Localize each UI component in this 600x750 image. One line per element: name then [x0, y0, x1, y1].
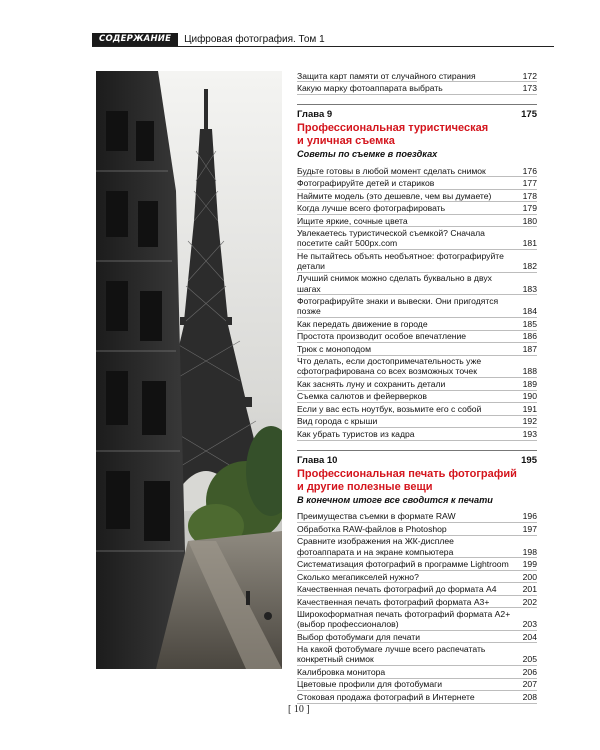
toc-entry-page: 181	[522, 238, 537, 249]
toc-entry-title: Защита карт памяти от случайного стирания	[297, 70, 476, 81]
toc-entry	[297, 511, 537, 523]
toc-entry	[297, 202, 537, 214]
toc-entry	[297, 273, 537, 296]
toc-entry	[297, 679, 537, 691]
chapter-10	[297, 450, 537, 506]
toc-entry-page: 205	[522, 654, 537, 665]
toc-entry-title: Обработка RAW-файлов в Photoshop	[297, 523, 447, 534]
toc-entry	[297, 608, 537, 631]
toc-entry-title: Если у вас есть ноутбук, возьмите его с собой	[297, 403, 482, 414]
toc-entry-page: 179	[522, 203, 537, 214]
toc-entry	[297, 558, 537, 570]
toc-entry-title: Съемка салютов и фейерверков	[297, 391, 427, 402]
toc-entry-title: Простота производит особое впечатление	[297, 331, 467, 342]
toc-entry-title: Выбор фотобумаги для печати	[297, 631, 421, 642]
toc-entry-title: Как передать движение в городе	[297, 318, 428, 329]
toc-entry-page: 188	[522, 366, 537, 377]
toc-entry	[297, 227, 537, 250]
toc-entry-title: Ищите яркие, сочные цвета	[297, 215, 408, 226]
toc-entry-title: Фотографируйте детей и стариков	[297, 178, 435, 189]
eiffel-tower-photo	[96, 71, 282, 669]
toc-entry-title: Качественная печать фотографий до формата А4	[297, 584, 497, 595]
toc-entry-title: Широкоформатная печать фотографий формата А2+ (выбор профессионалов)	[297, 608, 511, 630]
toc-entry-title: Какую марку фотоаппарата выбрать	[297, 83, 443, 94]
toc-entry-title: Стоковая продажа фотографий в Интернете	[297, 691, 475, 702]
toc-entry-title: Что делать, если достопримечательность уже сфотографирована со всех возможных точек	[297, 356, 482, 377]
toc-entry-page: 177	[522, 178, 537, 189]
toc-entry-page: 189	[522, 378, 537, 389]
toc-entry	[297, 523, 537, 535]
toc-entry-page: 202	[522, 596, 537, 607]
toc-entry	[297, 295, 537, 318]
toc-entry-page: 176	[522, 165, 537, 176]
chapter-10-label: Глава 10	[297, 454, 338, 466]
chapter-9-heading	[297, 109, 537, 121]
toc-entry	[297, 343, 537, 355]
toc-entry	[297, 596, 537, 608]
toc-entry	[297, 70, 537, 82]
toc-entry-title: Фотографируйте знаки и вывески. Они пригодятся позже	[297, 296, 499, 317]
toc-entry-title: Качественная печать фотографий формата А3+	[297, 596, 490, 607]
book-title: Цифровая фотография. Том 1	[184, 34, 325, 45]
toc-entry	[297, 318, 537, 330]
toc-entry-title: Вид города с крыши	[297, 416, 378, 427]
toc-entry	[297, 571, 537, 583]
toc-entry	[297, 666, 537, 678]
toc-entry-title: Сравните изображения на ЖК-дисплее фотоаппарата и на экране компьютера	[297, 536, 454, 557]
toc-entry-page: 200	[522, 571, 537, 582]
toc-entry-page: 190	[522, 391, 537, 402]
toc-entry-page: 186	[522, 331, 537, 342]
chapter-9-label: Глава 9	[297, 108, 333, 120]
toc-entry-title: Наймите модель (это дешевле, чем вы думаете)	[297, 190, 492, 201]
chapter-10-entries	[297, 511, 537, 704]
toc-entry-page: 206	[522, 666, 537, 677]
toc-entry	[297, 583, 537, 595]
toc-entry-page: 193	[522, 428, 537, 439]
page-number: [ 10 ]	[288, 704, 310, 715]
toc-entry-title: Не пытайтесь объять необъятное: фотографируйте детали	[297, 250, 504, 271]
toc-entry-title: Трюк с моноподом	[297, 343, 371, 354]
toc-entry-page: 172	[522, 70, 537, 81]
toc-entry	[297, 331, 537, 343]
chapter-10-page: 195	[521, 454, 537, 466]
chapter-10-subtitle: В конечном итоге все сводится к печати	[297, 494, 493, 505]
toc-entry	[297, 403, 537, 415]
toc-entry-page: 184	[522, 306, 537, 317]
toc-entry-page: 192	[522, 416, 537, 427]
chapter-9-title-line2: и уличная съемка	[297, 134, 395, 147]
toc-entry	[297, 165, 537, 177]
chapter-9-entries	[297, 165, 537, 441]
running-header	[92, 33, 554, 47]
toc-entry-title: Когда лучше всего фотографировать	[297, 203, 446, 214]
toc-entry-title: Сколько мегапикселей нужно?	[297, 571, 419, 582]
toc-entry	[297, 391, 537, 403]
toc-top-entries	[297, 70, 537, 95]
toc-entry	[297, 215, 537, 227]
toc-entry-page: 196	[522, 511, 537, 522]
table-of-contents	[297, 70, 537, 704]
chapter-9	[297, 104, 537, 160]
toc-entry-page: 180	[522, 215, 537, 226]
toc-entry	[297, 416, 537, 428]
toc-entry-page: 187	[522, 343, 537, 354]
toc-entry-page: 201	[522, 584, 537, 595]
toc-entry-title: Лучший снимок можно сделать буквально в двух шагах	[297, 273, 492, 294]
toc-entry	[297, 177, 537, 189]
toc-entry	[297, 536, 537, 559]
toc-entry-page: 204	[522, 631, 537, 642]
toc-entry-page: 198	[522, 546, 537, 557]
toc-entry-page: 191	[522, 403, 537, 414]
toc-entry	[297, 356, 537, 379]
toc-entry-title: На какой фотобумаге лучше всего распечатать конкретный снимок	[297, 644, 486, 665]
chapter-9-title-line1: Профессиональная туристическая	[297, 121, 489, 134]
toc-entry-title: Как убрать туристов из кадра	[297, 428, 415, 439]
toc-entry	[297, 643, 537, 666]
toc-entry-title: Увлекаетесь туристической съемкой? Сначала посетите сайт 500px.com	[297, 228, 485, 249]
toc-entry-page: 197	[522, 523, 537, 534]
toc-entry	[297, 691, 537, 703]
toc-entry	[297, 631, 537, 643]
toc-entry-page: 173	[522, 83, 537, 94]
chapter-10-title-line2: и другие полезные вещи	[297, 480, 433, 493]
toc-entry-page: 185	[522, 318, 537, 329]
chapter-9-page: 175	[521, 108, 537, 120]
section-tag: СОДЕРЖАНИЕ	[92, 33, 178, 46]
toc-entry-page: 183	[522, 283, 537, 294]
chapter-10-heading	[297, 455, 537, 467]
toc-entry-title: Калибровка монитора	[297, 666, 386, 677]
toc-entry	[297, 378, 537, 390]
toc-entry-page: 208	[522, 691, 537, 702]
toc-entry	[297, 190, 537, 202]
toc-entry-title: Систематизация фотографий в программе Lightroom	[297, 559, 509, 570]
toc-entry-page: 182	[522, 260, 537, 271]
toc-entry-page: 207	[522, 679, 537, 690]
chapter-10-title-line1: Профессиональная печать фотографий	[297, 467, 517, 480]
toc-entry	[297, 82, 537, 94]
toc-entry	[297, 250, 537, 273]
chapter-9-subtitle: Советы по съемке в поездках	[297, 148, 438, 159]
toc-entry	[297, 428, 537, 440]
toc-entry-page: 199	[522, 559, 537, 570]
toc-entry-title: Преимущества съемки в формате RAW	[297, 511, 456, 522]
toc-entry-title: Цветовые профили для фотобумаги	[297, 679, 443, 690]
toc-entry-title: Будьте готовы в любой момент сделать снимок	[297, 165, 486, 176]
toc-entry-page: 178	[522, 190, 537, 201]
toc-entry-title: Как заснять луну и сохранить детали	[297, 378, 446, 389]
toc-entry-page: 203	[522, 619, 537, 630]
